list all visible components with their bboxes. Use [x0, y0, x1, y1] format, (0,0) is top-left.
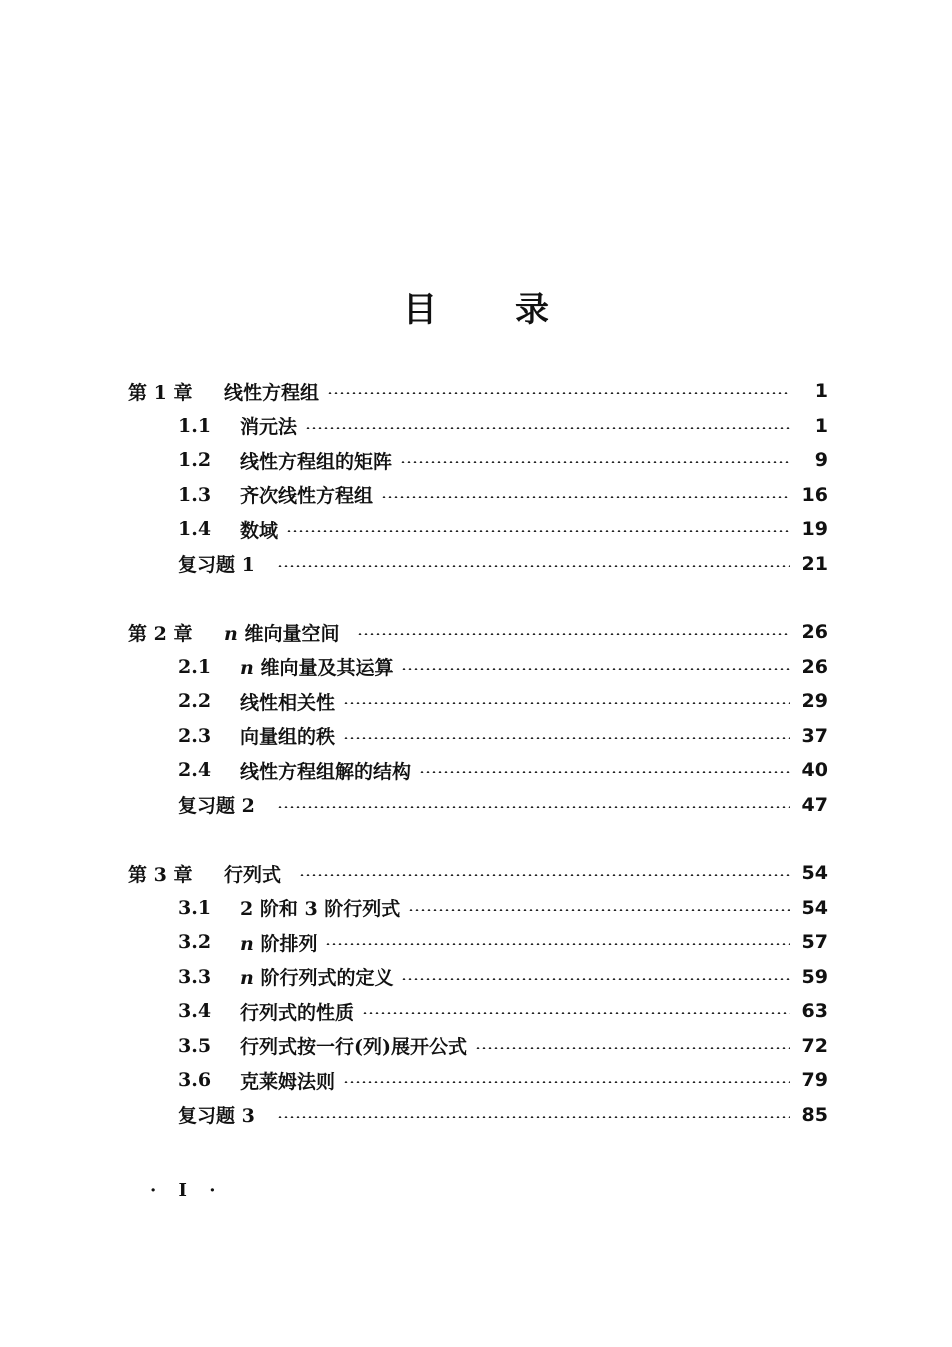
page-number: 26 [801, 655, 828, 678]
dot-leader [475, 1047, 790, 1049]
title-char-2: 录 [515, 290, 549, 330]
toc-entry[interactable] [128, 443, 828, 478]
page-number: 54 [801, 862, 828, 885]
section-number: 3.5 [178, 1034, 212, 1057]
page-number: 9 [814, 449, 828, 472]
entry-title: 行列式按一行(列)展开公式 [240, 1036, 467, 1059]
page-number: 26 [801, 621, 828, 644]
toc-entry[interactable] [128, 1029, 828, 1064]
section-number: 1.4 [178, 518, 212, 541]
math-variable: n [240, 967, 254, 990]
dot-leader [305, 427, 790, 429]
entry-title: n 阶排列 [240, 932, 318, 955]
section-number: 2.2 [178, 690, 212, 713]
toc-entry-review[interactable] [128, 788, 828, 823]
dot-leader [362, 1012, 790, 1014]
math-variable: n [240, 657, 254, 680]
dot-leader [401, 978, 790, 980]
toc-entry[interactable] [128, 960, 828, 995]
chapter-number: 第 2 章 [128, 622, 193, 645]
entry-title: 2 阶和 3 阶行列式 [240, 898, 401, 921]
entry-title: n 维向量及其运算 [240, 657, 394, 680]
entry-title: 数域 [240, 519, 279, 542]
entry-title: 线性方程组 [224, 381, 320, 404]
dot-leader [357, 633, 790, 635]
dot-leader [299, 874, 790, 876]
dot-leader [400, 461, 790, 463]
page-number: 1 [814, 414, 828, 437]
math-variable: n [224, 622, 238, 645]
toc-entry-review[interactable] [128, 1098, 828, 1133]
toc-entry[interactable] [128, 856, 828, 891]
toc-entry[interactable] [128, 719, 828, 754]
toc-entry-review[interactable] [128, 547, 828, 582]
page-number: 21 [801, 552, 828, 575]
toc-chapter-2 [128, 615, 828, 822]
toc-entry[interactable] [128, 615, 828, 650]
entry-title: 齐次线性方程组 [240, 485, 374, 508]
table-of-contents [128, 374, 828, 1166]
toc-entry[interactable] [128, 753, 828, 788]
section-number: 2.3 [178, 724, 212, 747]
entry-title: 行列式的性质 [240, 1001, 355, 1024]
entry-title: 行列式 [224, 863, 282, 886]
entry-title: n 维向量空间 [224, 622, 340, 645]
section-number: 1.1 [178, 414, 212, 437]
dot-leader [343, 702, 790, 704]
entry-title: 向量组的秩 [240, 726, 336, 749]
title-char-1: 目 [403, 290, 437, 330]
toc-entry[interactable] [128, 684, 828, 719]
toc-entry[interactable] [128, 409, 828, 444]
dot-leader [343, 737, 790, 739]
page-title [0, 282, 952, 331]
dot-leader [277, 806, 790, 808]
section-number: 1.2 [178, 449, 212, 472]
section-number: 3.3 [178, 965, 212, 988]
dot-leader [277, 1116, 790, 1118]
dot-leader [343, 1081, 790, 1083]
page-number: 63 [801, 1000, 828, 1023]
dot-leader [286, 530, 790, 532]
dot-leader [419, 771, 790, 773]
page-number: 1 [814, 380, 828, 403]
dot-leader [325, 943, 790, 945]
dot-leader [401, 668, 790, 670]
toc-entry[interactable] [128, 512, 828, 547]
toc-entry[interactable] [128, 994, 828, 1029]
section-number: 2.1 [178, 655, 212, 678]
dot-leader [327, 392, 790, 394]
page-number: 29 [801, 690, 828, 713]
toc-entry[interactable] [128, 478, 828, 513]
page-number: 79 [801, 1069, 828, 1092]
toc-entry[interactable] [128, 1063, 828, 1098]
page-number: 47 [801, 793, 828, 816]
section-number: 3.6 [178, 1069, 212, 1092]
review-label: 复习题 1 [178, 554, 255, 577]
section-number: 2.4 [178, 759, 212, 782]
math-variable: n [240, 932, 254, 955]
page-number: 37 [801, 724, 828, 747]
review-label: 复习题 3 [178, 1105, 255, 1128]
toc-entry[interactable] [128, 925, 828, 960]
toc-chapter-3 [128, 856, 828, 1132]
section-number: 3.4 [178, 1000, 212, 1023]
section-number: 1.3 [178, 483, 212, 506]
page-number: 40 [801, 759, 828, 782]
section-number: 3.2 [178, 931, 212, 954]
dot-leader [277, 565, 790, 567]
section-number: 3.1 [178, 896, 212, 919]
review-label: 复习题 2 [178, 795, 255, 818]
entry-title: n 阶行列式的定义 [240, 967, 394, 990]
page-number: 57 [801, 931, 828, 954]
page-footer-number: · I · [150, 1180, 224, 1201]
toc-entry[interactable] [128, 650, 828, 685]
entry-title: 线性相关性 [240, 691, 336, 714]
page-number: 16 [801, 483, 828, 506]
dot-leader [408, 909, 790, 911]
chapter-number: 第 1 章 [128, 381, 193, 404]
toc-entry[interactable] [128, 374, 828, 409]
chapter-number: 第 3 章 [128, 863, 193, 886]
page-number: 72 [801, 1034, 828, 1057]
page-number: 54 [801, 896, 828, 919]
toc-entry[interactable] [128, 891, 828, 926]
entry-title: 线性方程组的矩阵 [240, 450, 393, 473]
entry-title: 克莱姆法则 [240, 1070, 336, 1093]
page-number: 85 [801, 1103, 828, 1126]
dot-leader [381, 496, 790, 498]
entry-title: 消元法 [240, 416, 298, 439]
page-number: 59 [801, 965, 828, 988]
entry-title: 线性方程组解的结构 [240, 760, 412, 783]
toc-chapter-1 [128, 374, 828, 581]
page-number: 19 [801, 518, 828, 541]
